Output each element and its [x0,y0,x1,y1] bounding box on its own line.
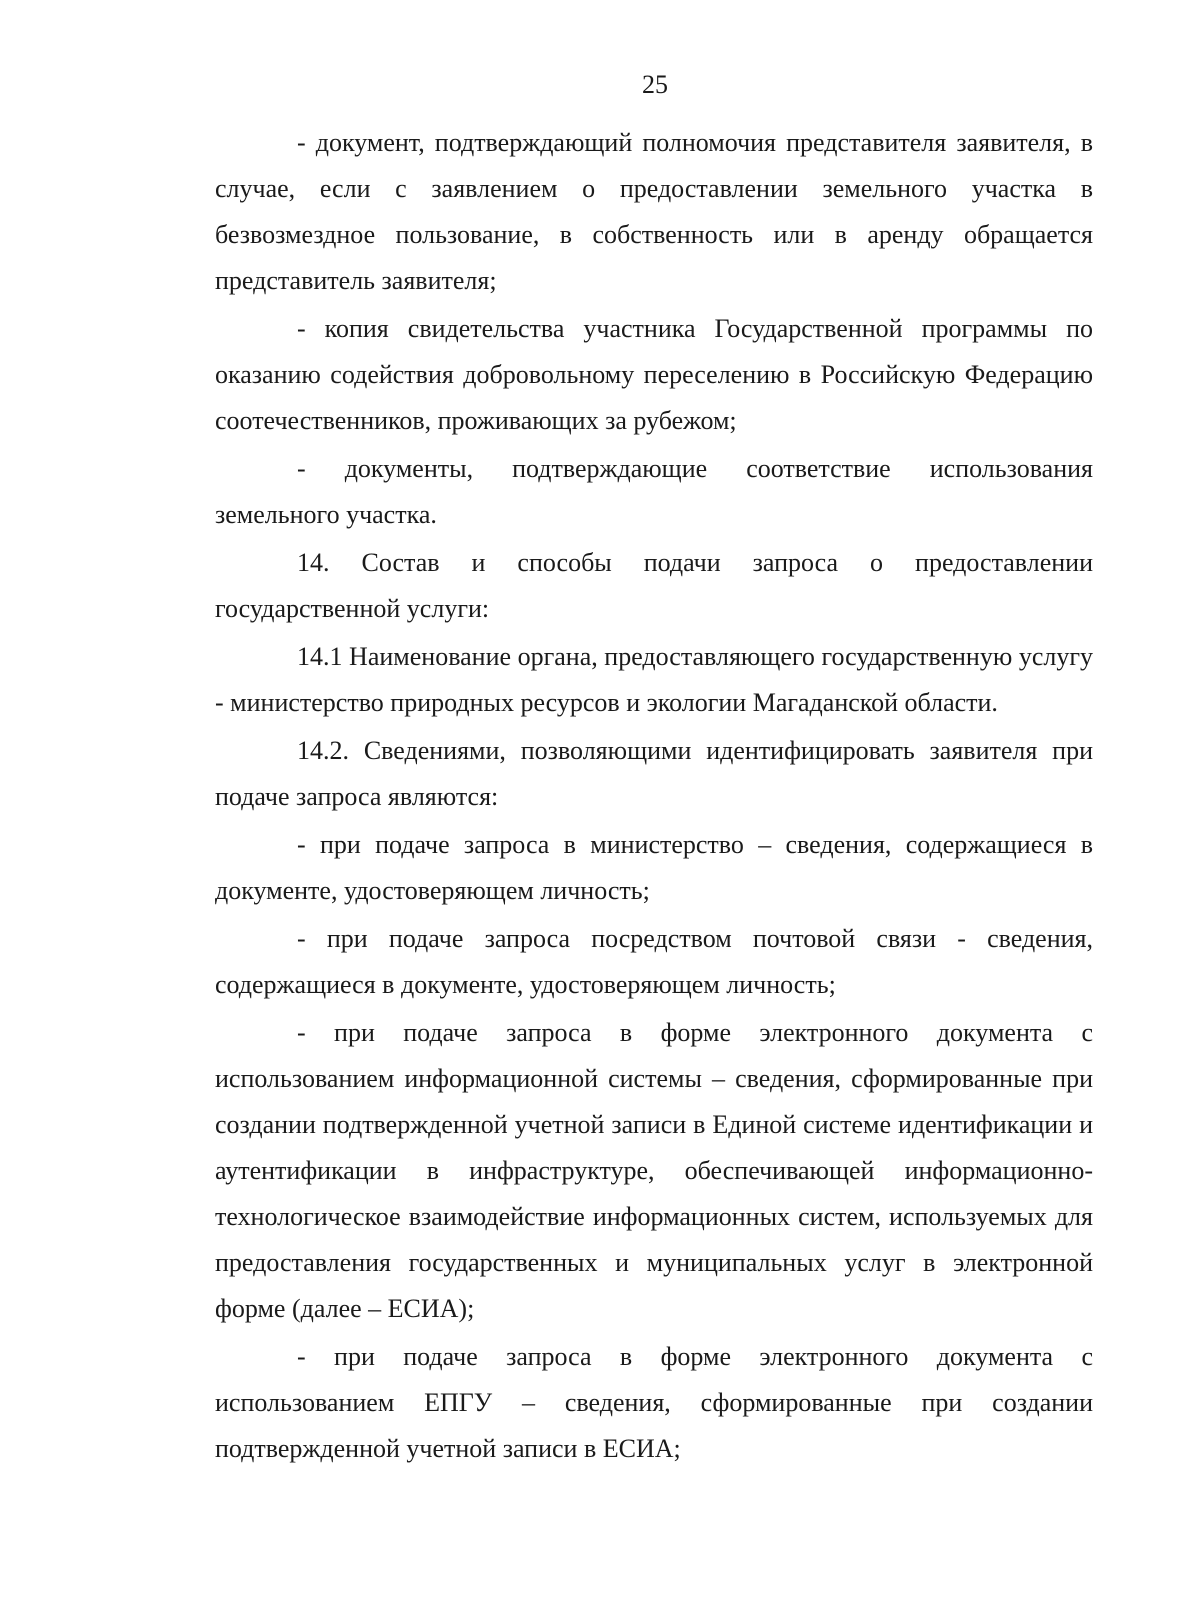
paragraph-land-use-compliance-documents: - документы, подтверждающие соответствие использования земельного участка. [215,454,1093,529]
section-14-2: 14.2. Сведениями, позволяющими идентифицировать заявителя при подаче запроса являются: [215,736,1093,811]
section-14-heading: 14. Состав и способы подачи запроса о предоставлении государственной услуги: [215,548,1093,623]
document-body [215,120,1093,1472]
section-14-1: 14.1 Наименование органа, предоставляющего государственную услугу - министерство природных ресурсов и экологии Магаданской области. [215,642,1093,717]
paragraph-compatriot-program-certificate: - копия свидетельства участника Государственной программы по оказанию содействия добровольному переселению в Российскую Федерацию соотечественников, проживающих за рубежом; [215,314,1093,435]
paragraph-representative-authority-document: - документ, подтверждающий полномочия представителя заявителя, в случае, если с заявлением о предоставлении земельного участка в безвозмездное пользование, в собственность или в аренду обращается представитель заявителя; [215,128,1093,295]
list-item-postal-submission: - при подаче запроса посредством почтовой связи - сведения, содержащиеся в документе, удостоверяющем личность; [215,924,1093,999]
list-item-information-system-submission: - при подаче запроса в форме электронного документа с использованием информационной системы – сведения, сформированные при создании подтвержденной учетной записи в Единой системе идентификации и аутентификации в инфраструктуре, обеспечивающей информационно-технологическое взаимодействие информационных систем, используемых для предоставления государственных и муниципальных услуг в электронной форме (далее – ЕСИА); [215,1018,1093,1323]
list-item-epgu-submission: - при подаче запроса в форме электронного документа с использованием ЕПГУ – сведения, сформированные при создании подтвержденной учетной записи в ЕСИА; [215,1342,1093,1463]
list-item-ministry-submission: - при подаче запроса в министерство – сведения, содержащиеся в документе, удостоверяющем личность; [215,830,1093,905]
page-number: 25 [642,70,668,99]
